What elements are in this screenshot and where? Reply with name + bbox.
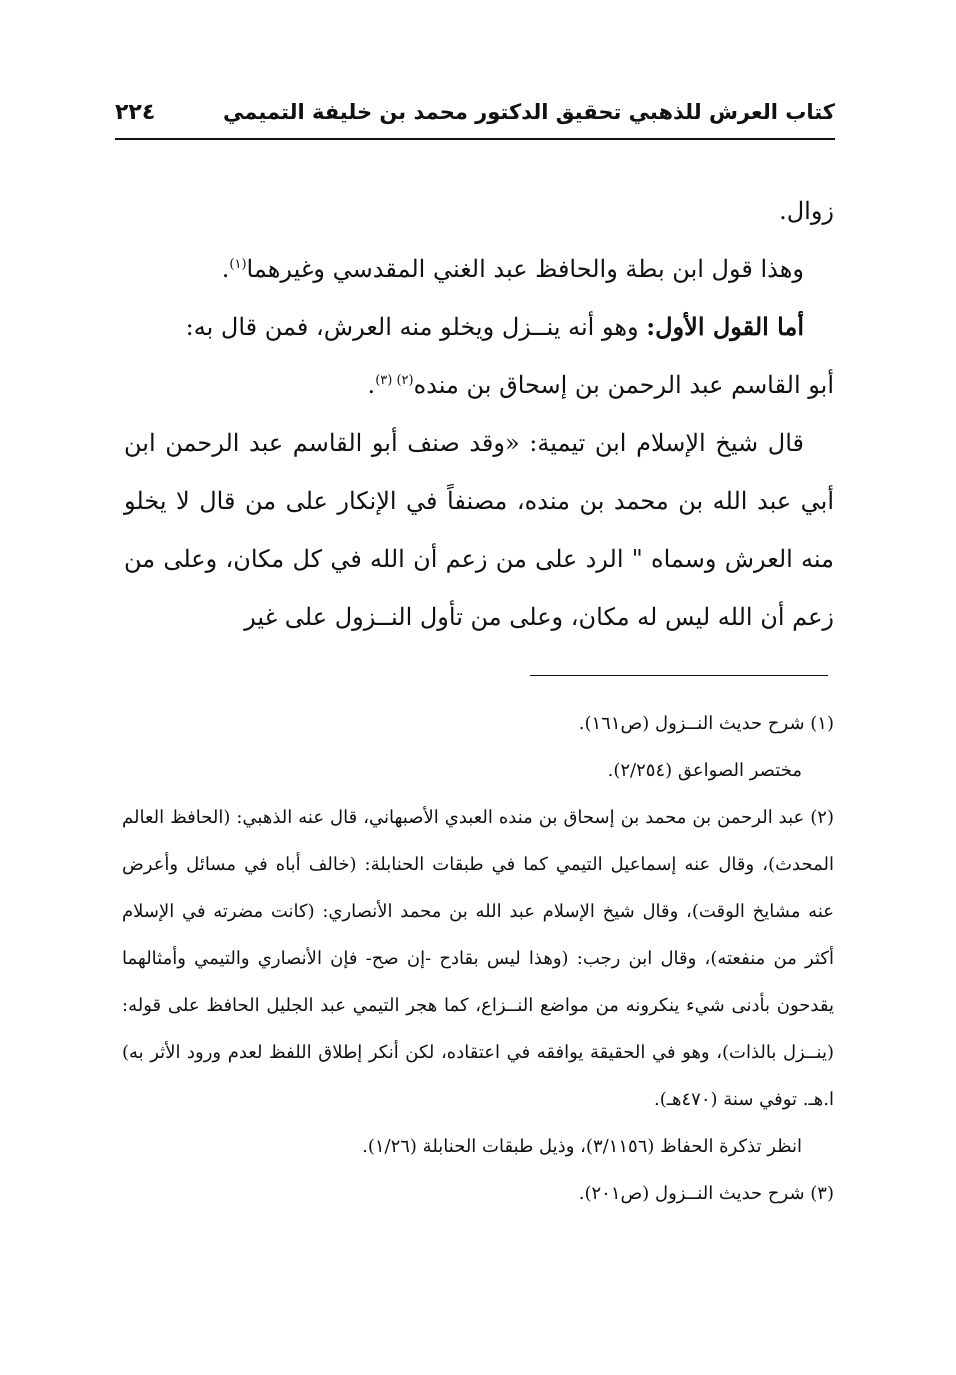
footnote-2: (٢) عبد الرحمن بن محمد بن إسحاق بن منده العبدي الأصبهاني، قال عنه الذهبي: (الحافظ العالم المحدث)، وقال عنه إسماعيل التيمي كما في طبقات الحنابلة: (خالف أباه في مسائل وأعرض عنه مشايخ الوقت)، وقال شيخ الإسلام عبد الله بن محمد الأنصاري: (كانت مضرته في الإسلام أكثر من منفعته)، وقال ابن رجب: (وهذا ليس بقادح -إن صح- فإن الأنصاري والتيمي وأمثالهما يقدحون بأدنى شيء ينكرونه من مواضع النــزاع، كما هجر التيمي عبد الجليل الحافظ على قوله: (ينــزل بالذات)، وهو في الحقيقة يوافقه في اعتقاده، لكن أنكر إطلاق اللفظ لعدم ورود الأثر به) ا.هـ. توفي سنة (٤٧٠هـ).: [122, 807, 834, 1110]
running-header: [115, 92, 835, 132]
paragraph-1: [124, 240, 834, 298]
paragraph-1-end: .: [221, 255, 230, 283]
paragraph-4: قال شيخ الإسلام ابن تيمية: «وقد صنف أبو القاسم عبد الرحمن ابن أبي عبد الله بن محمد بن منده، مصنفاً في الإنكار على من قال لا يخلو منه العرش وسماه " الرد على من زعم أن الله في كل مكان، وعلى من زعم أن الله ليس له مكان، وعلى من تأول النــزول على غير: [124, 429, 834, 631]
paragraph-2-text: وهو أنه ينــزل ويخلو منه العرش، فمن قال به:: [185, 313, 647, 341]
footnote-2-continuation: انظر تذكرة الحفاظ (٣/١١٥٦)، وذيل طبقات الحنابلة (١/٢٦).: [362, 1136, 802, 1157]
paragraph-2: [124, 298, 834, 356]
footnote-rule: [530, 675, 828, 676]
paragraph-3-end: .: [367, 371, 376, 399]
footnote-ref-2-3: (٢) (٣): [375, 373, 414, 388]
header-title: كتاب العرش للذهبي تحقيق الدكتور محمد بن خليفة التميمي: [223, 100, 835, 124]
footnote-1-continuation: مختصر الصواعق (٢/٢٥٤).: [607, 760, 802, 781]
paragraph-3: [124, 356, 834, 414]
paragraph-3-text: أبو القاسم عبد الرحمن بن إسحاق بن منده: [413, 371, 834, 399]
paragraph-0: زوال.: [779, 197, 834, 225]
paragraph-1-text: وهذا قول ابن بطة والحافظ عبد الغني المقدسي وغيرهما: [246, 255, 804, 283]
paragraph-2-heading: أما القول الأول:: [646, 312, 804, 341]
footnote-3: (٣) شرح حديث النــزول (ص٢٠١).: [578, 1183, 834, 1204]
footnote-ref-1: (١): [229, 257, 247, 272]
page-number: ٢٢٤: [115, 99, 156, 125]
footnotes: [122, 700, 834, 1217]
main-text: [124, 182, 834, 646]
header-rule: [115, 138, 835, 140]
footnote-1: (١) شرح حديث النــزول (ص١٦١).: [578, 713, 834, 734]
